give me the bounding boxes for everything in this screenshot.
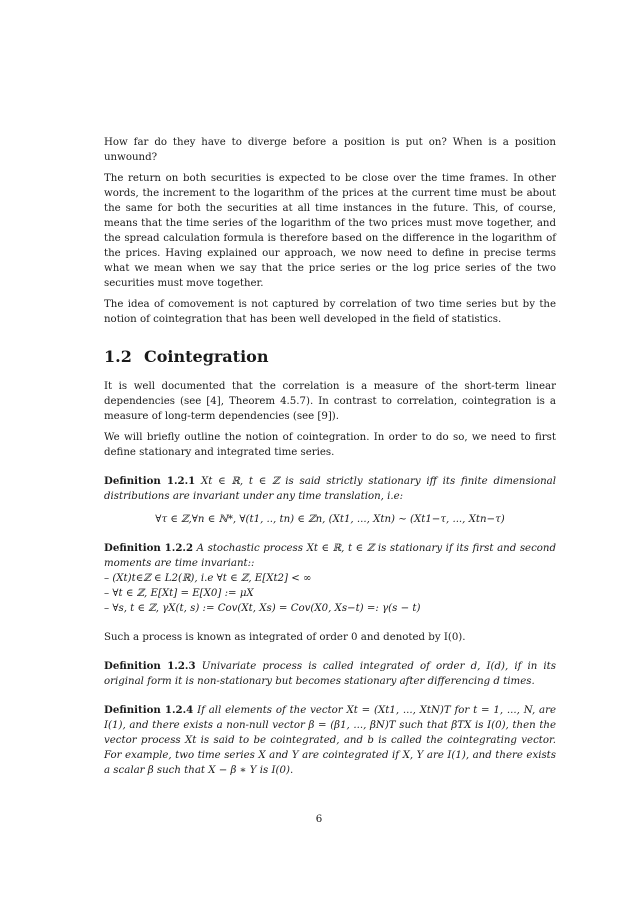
definition-heading: Definition 1.2.2 (104, 542, 194, 554)
section-number: 1.2 (104, 347, 132, 366)
section-heading (104, 347, 556, 367)
definition-text: If all elements of the vector Xt = (Xt1, ..., XtN)T for t = 1, ..., N, are I(1), and there exists a non-null vector β = (β1, ..., βN)T such that βTX is I(0), then the vector process Xt is said to be cointegrated, and b is called the cointegrating vector. For example, two time series X and Y are cointegrated if X, Y are I(1), and there exists a scalar β such that X − β ∗ Y is I(0). (104, 705, 556, 776)
paragraph: The return on both securities is expected to be close over the time frames. In other words, the increment to the logarithm of the prices at the current time must be about the same for both the securities at all time instances in the future. This, of course, means that the time series of the logarithm of the two prices must move together, and the spread calculation formula is therefore based on the difference in the logarithm of the prices. Having explained our approach, we now need to define in precise terms what we mean when we say that the price series or the log price series of the two securities must move together. (104, 173, 556, 289)
paragraph: Such a process is known as integrated of order 0 and denoted by I(0). (104, 632, 466, 643)
paragraph: We will briefly outline the notion of cointegration. In order to do so, we need to first define stationary and integrated time series. (104, 432, 556, 458)
definition-1-2-3 (104, 659, 556, 689)
paragraph: How far do they have to diverge before a position is put on? When is a position unwound? (104, 137, 556, 163)
condition-item: – (Xt)t∈ℤ ∈ L2(ℝ), i.e ∀t ∈ ℤ, E[Xt2] < ∞ (104, 573, 312, 584)
paragraph: It is well documented that the correlation is a measure of the short-term linear dependencies (see [4], Theorem 4.5.7). In contrast to correlation, cointegration is a measure of long-term dependencies (see [9]). (104, 381, 556, 422)
definition-heading: Definition 1.2.1 (104, 475, 196, 487)
definition-text: Univariate process is called integrated of order d, I(d), if in its original form it is non-stationary but becomes stationary after differencing d times. (104, 661, 557, 687)
condition-item: – ∀t ∈ ℤ, E[Xt] = E[X0] := μX (104, 588, 254, 599)
page-body (104, 135, 556, 786)
page-number: 6 (315, 814, 323, 825)
paragraph: The idea of comovement is not captured by correlation of two time series but by the notion of cointegration that has been well developed in the field of statistics. (104, 299, 556, 325)
condition-item: – ∀s, t ∈ ℤ, γX(t, s) := Cov(Xt, Xs) = Cov(X0, Xs−t) =: γ(s − t) (104, 603, 421, 614)
section-title: Cointegration (144, 347, 269, 366)
definition-1-2-1 (104, 474, 556, 504)
definition-text: Xt ∈ ℝ, t ∈ ℤ is said strictly stationary iff its finite dimensional distributions are invariant under any time translation, i.e: (104, 476, 556, 502)
equation: ∀τ ∈ ℤ,∀n ∈ ℕ*, ∀(t1, .., tn) ∈ ℤn, (Xt1, ..., Xtn) ∼ (Xt1−τ, ..., Xtn−τ) (155, 514, 505, 525)
definition-1-2-4 (104, 703, 556, 778)
definition-heading: Definition 1.2.3 (104, 660, 196, 672)
definition-heading: Definition 1.2.4 (104, 704, 194, 716)
definition-text: A stochastic process Xt ∈ ℝ, t ∈ ℤ is stationary if its first and second moments are time invariant:: (104, 543, 556, 569)
definition-1-2-2 (104, 541, 556, 571)
